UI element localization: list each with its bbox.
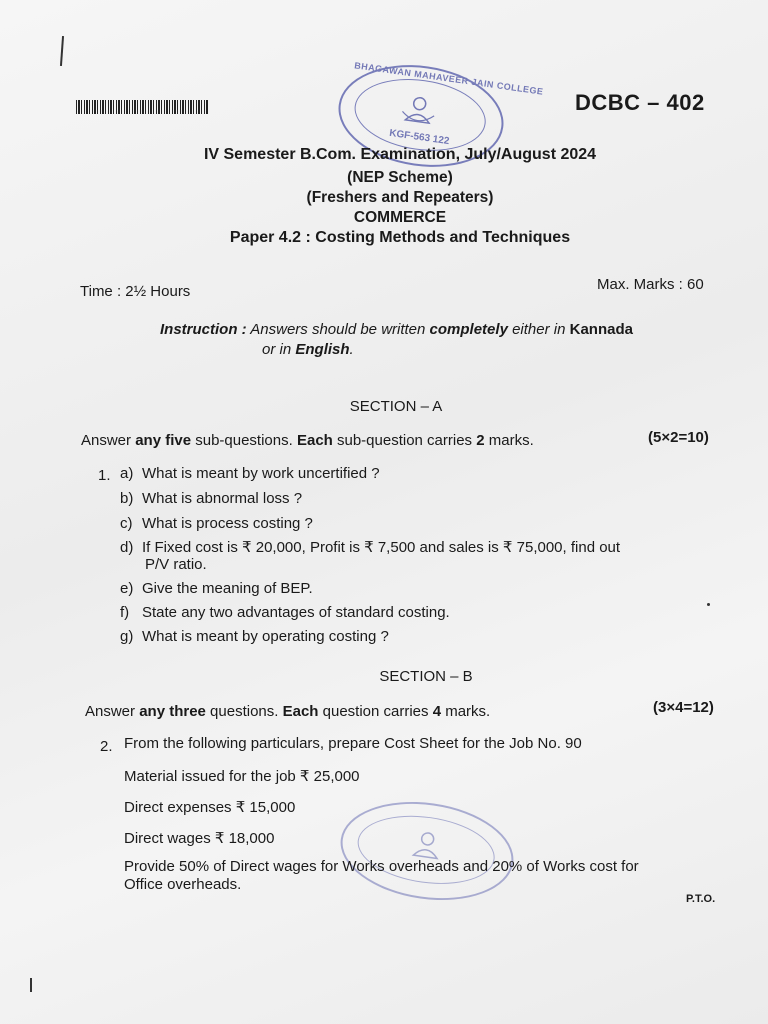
sub-question-g: g) What is meant by operating costing ?	[120, 628, 389, 645]
particular-material: Material issued for the job ₹ 25,000	[124, 768, 360, 785]
instruction-block: Instruction : Answers should be written completely either in Kannada or in English.	[160, 321, 633, 358]
margin-mark-bottom	[30, 978, 32, 992]
sub-question-d: d) If Fixed cost is ₹ 20,000, Profit is ₹ 7,500 and sales is ₹ 75,000, find out	[120, 539, 621, 556]
margin-mark-top	[60, 36, 64, 66]
stamp-inner-text: KGF-563 122	[388, 127, 451, 148]
question-1-number: 1.	[98, 467, 111, 484]
question-2-provide-continued: Office overheads.	[124, 876, 242, 893]
paper-title: Paper 4.2 : Costing Methods and Techniques	[229, 229, 571, 246]
question-2-text: From the following particulars, prepare Cost Sheet for the Job No. 90	[124, 735, 582, 752]
max-marks: Max. Marks : 60	[597, 276, 704, 293]
scheme-line: (NEP Scheme)	[347, 169, 453, 186]
section-a-instruction: Answer any five sub-questions. Each sub-question carries 2 marks.	[81, 432, 534, 449]
question-2-number: 2.	[100, 738, 113, 755]
exam-title: IV Semester B.Com. Examination, July/August 2024	[203, 146, 597, 163]
paper-code: DCBC – 402	[575, 90, 705, 115]
time-allowed: Time : 2½ Hours	[80, 283, 191, 300]
barcode	[76, 100, 208, 114]
section-b-marks: (3×4=12)	[653, 699, 714, 716]
page-turn-over: P.T.O.	[686, 893, 716, 905]
sub-question-f: f) State any two advantages of standard costing.	[120, 604, 450, 621]
sub-question-d-continued: P/V ratio.	[145, 556, 207, 573]
section-a-marks: (5×2=10)	[648, 429, 709, 446]
subject-title: COMMERCE	[353, 209, 447, 226]
sub-question-b: b) What is abnormal loss ?	[120, 490, 303, 507]
candidates-line: (Freshers and Repeaters)	[306, 189, 494, 206]
particular-expenses: Direct expenses ₹ 15,000	[124, 799, 296, 816]
college-stamp-bottom	[334, 791, 520, 910]
emblem-icon	[397, 89, 442, 130]
sub-question-a: a) What is meant by work uncertified ?	[120, 465, 380, 482]
stamp-text: BHAGAWAN MAHAVEER JAIN COLLEGE	[353, 60, 545, 97]
particular-wages: Direct wages ₹ 18,000	[124, 830, 275, 847]
question-2-provide: Provide 50% of Direct wages for Works overheads and 20% of Works cost for	[124, 858, 639, 875]
instruction-label: Instruction :	[160, 321, 247, 338]
section-b-instruction: Answer any three questions. Each question carries 4 marks.	[85, 703, 491, 720]
sub-question-e: e) Give the meaning of BEP.	[120, 580, 313, 597]
section-b-title: SECTION – B	[379, 668, 473, 685]
section-a-title: SECTION – A	[349, 398, 443, 415]
sub-question-c: c) What is process costing ?	[120, 515, 313, 532]
ink-dot	[707, 603, 710, 606]
